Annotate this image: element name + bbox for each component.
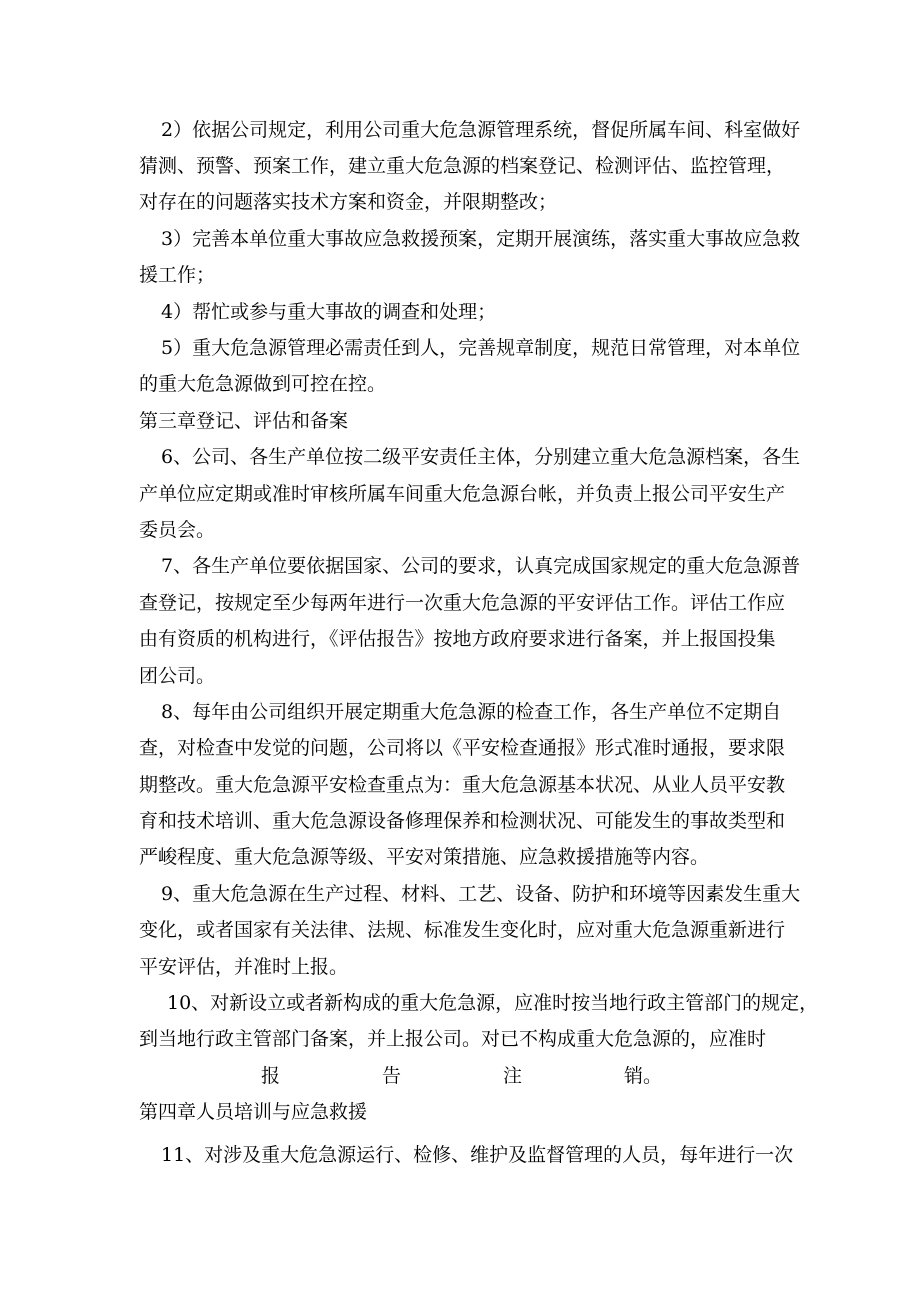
text-line-29: 11、对涉及重大危急源运行、检修、维护及监督管理的人员，每年进行一次	[161, 1144, 794, 1166]
text-line-19: 期整改。重大危急源平安检查重点为：重大危急源基本状况、从业人员平安教	[139, 774, 786, 796]
text-line-21: 严峻程度、重大危急源等级、平安对策措施、应急救援措施等内容。	[139, 846, 710, 868]
text-line-23: 变化，或者国家有关法律、法规、标准发生变化时，应对重大危急源重新进行	[139, 919, 786, 941]
chapter-heading-4: 第四章人员培训与应急救援	[139, 1101, 368, 1123]
spread-word-3: 注	[502, 1065, 522, 1087]
text-line-6: 4）帮忙或参与重大事故的调查和处理；	[161, 301, 497, 323]
text-line-20: 育和技术培训、重大危急源设备修理保养和检测状况、可能发生的事故类型和	[139, 810, 786, 832]
text-line-14: 查登记，按规定至少每两年进行一次重大危急源的平安评估工作。评估工作应	[139, 592, 786, 614]
text-line-11: 产单位应定期或准时审核所属车间重大危急源台帐，并负责上报公司平安生产	[139, 483, 786, 505]
text-line-12: 委员会。	[139, 519, 216, 541]
text-line-16: 团公司。	[139, 665, 216, 687]
text-line-1: 2）依据公司规定，利用公司重大危急源管理系统，督促所属车间、科室做好	[161, 119, 801, 141]
text-line-5: 援工作；	[139, 264, 216, 286]
text-line-24: 平安评估，并准时上报。	[139, 956, 349, 978]
chapter-heading-3: 第三章登记、评估和备案	[139, 410, 349, 432]
text-line-26: 到当地行政主管部门备案，并上报公司。对已不构成重大危急源的，应准时	[139, 1028, 767, 1050]
text-line-2: 猜测、预警、预案工作，建立重大危急源的档案登记、检测评估、监控管理，	[139, 155, 786, 177]
spread-word-1: 报	[261, 1065, 281, 1087]
text-line-3: 对存在的问题落实技术方案和资金，并限期整改；	[139, 191, 558, 213]
text-line-10: 6、公司、各生产单位按二级平安责任主体，分别建立重大危急源档案，各生	[161, 446, 801, 468]
spread-word-2: 告	[381, 1065, 401, 1087]
text-line-22: 9、重大危急源在生产过程、材料、工艺、设备、防护和环境等因素发生重大	[161, 883, 801, 905]
spread-word-4: 销。	[623, 1065, 662, 1087]
text-line-13: 7、各生产单位要依据国家、公司的要求，认真完成国家规定的重大危急源普	[161, 555, 801, 577]
text-line-25: 10、对新设立或者新构成的重大危急源，应准时按当地行政主管部门的规定，	[167, 992, 819, 1014]
text-line-17: 8、每年由公司组织开展定期重大危急源的检查工作，各生产单位不定期自	[161, 701, 782, 723]
text-line-7: 5）重大危急源管理必需责任到人，完善规章制度，规范日常管理，对本单位	[161, 337, 801, 359]
text-line-18: 查，对检查中发觉的问题，公司将以《平安检查通报》形式准时通报，要求限	[139, 737, 786, 759]
spread-text-line	[261, 1064, 662, 1088]
text-line-15: 由有资质的机构进行，《评估报告》按地方政府要求进行备案，并上报国投集	[139, 628, 776, 650]
text-line-4: 3）完善本单位重大事故应急救援预案，定期开展演练，落实重大事故应急救	[161, 228, 801, 250]
text-line-8: 的重大危急源做到可控在控。	[139, 373, 387, 395]
